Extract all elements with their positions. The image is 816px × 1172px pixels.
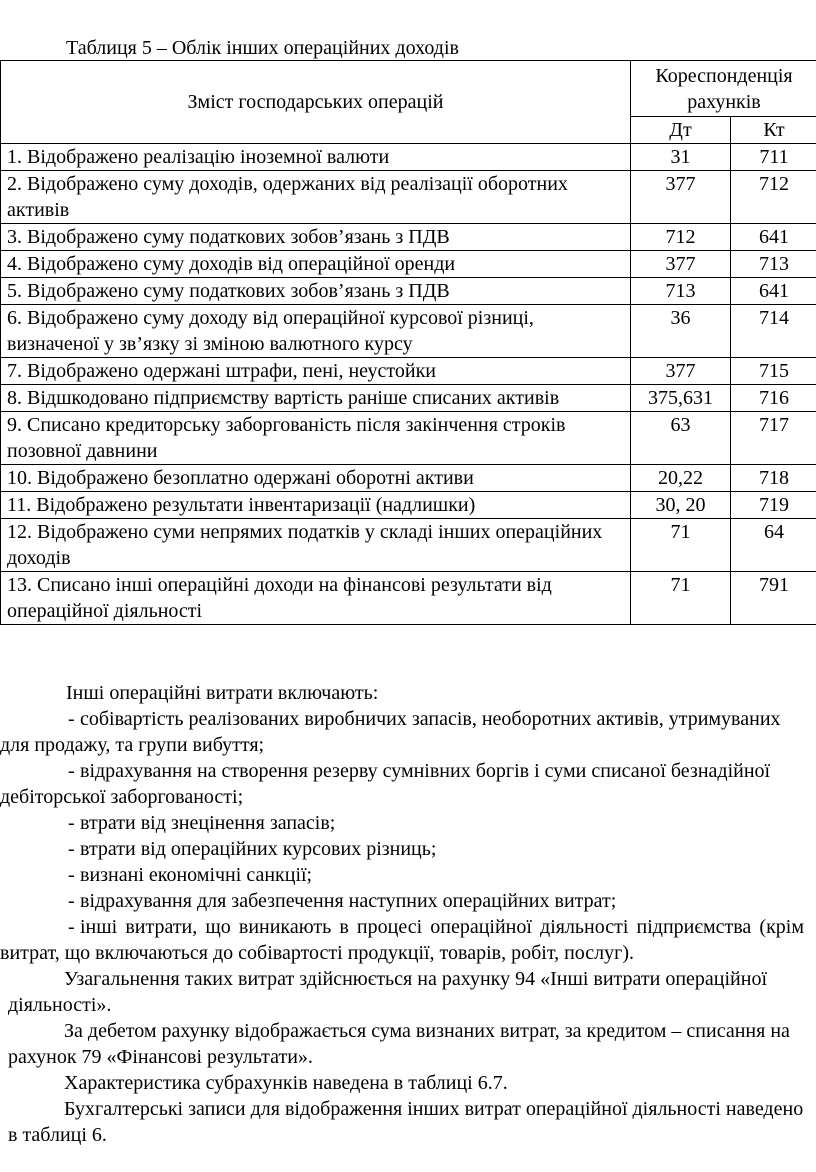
intro-text: Інші операційні витрати включають: bbox=[66, 682, 379, 704]
credit-account: 711 bbox=[731, 144, 816, 171]
list-item bbox=[0, 706, 804, 758]
credit-account: 791 bbox=[731, 572, 816, 625]
table-row bbox=[1, 305, 816, 358]
list-item bbox=[0, 810, 804, 836]
credit-account: 64 bbox=[731, 519, 816, 572]
debit-account: 31 bbox=[631, 144, 731, 171]
table-row bbox=[1, 519, 816, 572]
list-item bbox=[0, 836, 804, 862]
list-item bbox=[0, 914, 804, 966]
operations-table bbox=[0, 60, 816, 625]
list-dash: - bbox=[68, 812, 75, 834]
debit-account: 377 bbox=[631, 171, 731, 224]
header-kt: Кт bbox=[731, 117, 816, 144]
table-row bbox=[1, 412, 816, 465]
paragraph: За дебетом рахунку відображається сума визнаних витрат, за кредитом – списання на рахунок 79 «Фінансові результати». bbox=[8, 1020, 790, 1068]
credit-account: 713 bbox=[731, 251, 816, 278]
operation-text: 11. Відображено результати інвентаризації (надлишки) bbox=[1, 492, 631, 519]
debit-account: 30, 20 bbox=[631, 492, 731, 519]
operation-text: 3. Відображено суму податкових зобов’язань з ПДВ bbox=[1, 224, 631, 251]
table-row bbox=[1, 358, 816, 385]
header-correspondence bbox=[631, 61, 816, 117]
expense-list bbox=[0, 706, 804, 966]
operation-text: 1. Відображено реалізацію іноземної валюти bbox=[1, 144, 631, 171]
table-row bbox=[1, 171, 816, 224]
debit-account: 377 bbox=[631, 358, 731, 385]
body-text bbox=[0, 680, 804, 1148]
debit-account: 71 bbox=[631, 519, 731, 572]
table-row bbox=[1, 278, 816, 305]
debit-account: 36 bbox=[631, 305, 731, 358]
credit-account: 718 bbox=[731, 465, 816, 492]
header-content: Зміст господарських операцій bbox=[1, 61, 631, 144]
debit-account: 712 bbox=[631, 224, 731, 251]
table-row bbox=[1, 572, 816, 625]
list-item bbox=[0, 862, 804, 888]
list-dash: - bbox=[68, 760, 75, 782]
operation-text: 2. Відображено суму доходів, одержаних від реалізації оборотних активів bbox=[1, 171, 631, 224]
table-row bbox=[1, 465, 816, 492]
table-row bbox=[1, 385, 816, 412]
list-item bbox=[0, 888, 804, 914]
header-corr-line1: Кореспонденція bbox=[655, 64, 793, 87]
list-dash: - bbox=[68, 890, 75, 912]
list-dash: - bbox=[68, 916, 75, 938]
debit-account: 71 bbox=[631, 572, 731, 625]
credit-account: 712 bbox=[731, 171, 816, 224]
credit-account: 714 bbox=[731, 305, 816, 358]
list-dash: - bbox=[68, 708, 75, 730]
list-item-text: відрахування на створення резерву сумнівних боргів і суми списаної безнадійної дебіторської заборгованості; bbox=[0, 760, 771, 808]
credit-account: 719 bbox=[731, 492, 816, 519]
list-item bbox=[0, 758, 804, 810]
list-dash: - bbox=[68, 864, 75, 886]
debit-account: 20,22 bbox=[631, 465, 731, 492]
list-dash: - bbox=[68, 838, 75, 860]
table-row bbox=[1, 144, 816, 171]
operation-text: 10. Відображено безоплатно одержані оборотні активи bbox=[1, 465, 631, 492]
debit-account: 713 bbox=[631, 278, 731, 305]
operation-text: 12. Відображено суми непрямих податків у складі інших операційних доходів bbox=[1, 519, 631, 572]
table-row bbox=[1, 492, 816, 519]
credit-account: 641 bbox=[731, 224, 816, 251]
credit-account: 715 bbox=[731, 358, 816, 385]
credit-account: 717 bbox=[731, 412, 816, 465]
operation-text: 8. Відшкодовано підприємству вартість раніше списаних активів bbox=[1, 385, 631, 412]
list-item-text: втрати від знецінення запасів; bbox=[80, 812, 336, 834]
paragraph: Характеристика субрахунків наведена в таблиці 6.7. bbox=[64, 1072, 508, 1094]
list-item-text: втрати від операційних курсових різниць; bbox=[80, 838, 437, 860]
operation-text: 5. Відображено суму податкових зобов’язань з ПДВ bbox=[1, 278, 631, 305]
debit-account: 63 bbox=[631, 412, 731, 465]
table-row bbox=[1, 224, 816, 251]
operation-text: 7. Відображено одержані штрафи, пені, неустойки bbox=[1, 358, 631, 385]
operation-text: 13. Списано інші операційні доходи на фінансові результати від операційної діяльності bbox=[1, 572, 631, 625]
paragraph: Бухгалтерські записи для відображення інших витрат операційної діяльності наведено в таблиці 6. bbox=[8, 1098, 804, 1146]
operation-text: 6. Відображено суму доходу від операційної курсової різниці, визначеної у зв’язку зі зміною валютного курсу bbox=[1, 305, 631, 358]
operation-text: 9. Списано кредиторську заборгованість після закінчення строків позовної давнини bbox=[1, 412, 631, 465]
operation-text: 4. Відображено суму доходів від операційної оренди bbox=[1, 251, 631, 278]
list-item-text: відрахування для забезпечення наступних операційних витрат; bbox=[80, 890, 617, 912]
credit-account: 641 bbox=[731, 278, 816, 305]
table-row bbox=[1, 251, 816, 278]
table-caption: Таблиця 5 – Облік інших операційних доходів bbox=[66, 37, 459, 59]
list-item-text: визнані економічні санкції; bbox=[80, 864, 313, 886]
header-corr-line2: рахунків bbox=[687, 90, 761, 113]
list-item-text: інші витрати, що виникають в процесі операційної діяльності підприємства (крім витрат, що включаються до собівартості продукції, товарів, робіт, послуг). bbox=[0, 916, 804, 964]
debit-account: 375,631 bbox=[631, 385, 731, 412]
debit-account: 377 bbox=[631, 251, 731, 278]
paragraph: Узагальнення таких витрат здійснюється на рахунку 94 «Інші витрати операційної діяльності». bbox=[8, 968, 768, 1016]
list-item-text: собівартість реалізованих виробничих запасів, необоротних активів, утримуваних для продажу, та групи вибуття; bbox=[0, 708, 781, 756]
header-dt: Дт bbox=[631, 117, 731, 144]
credit-account: 716 bbox=[731, 385, 816, 412]
paragraphs bbox=[0, 966, 804, 1148]
